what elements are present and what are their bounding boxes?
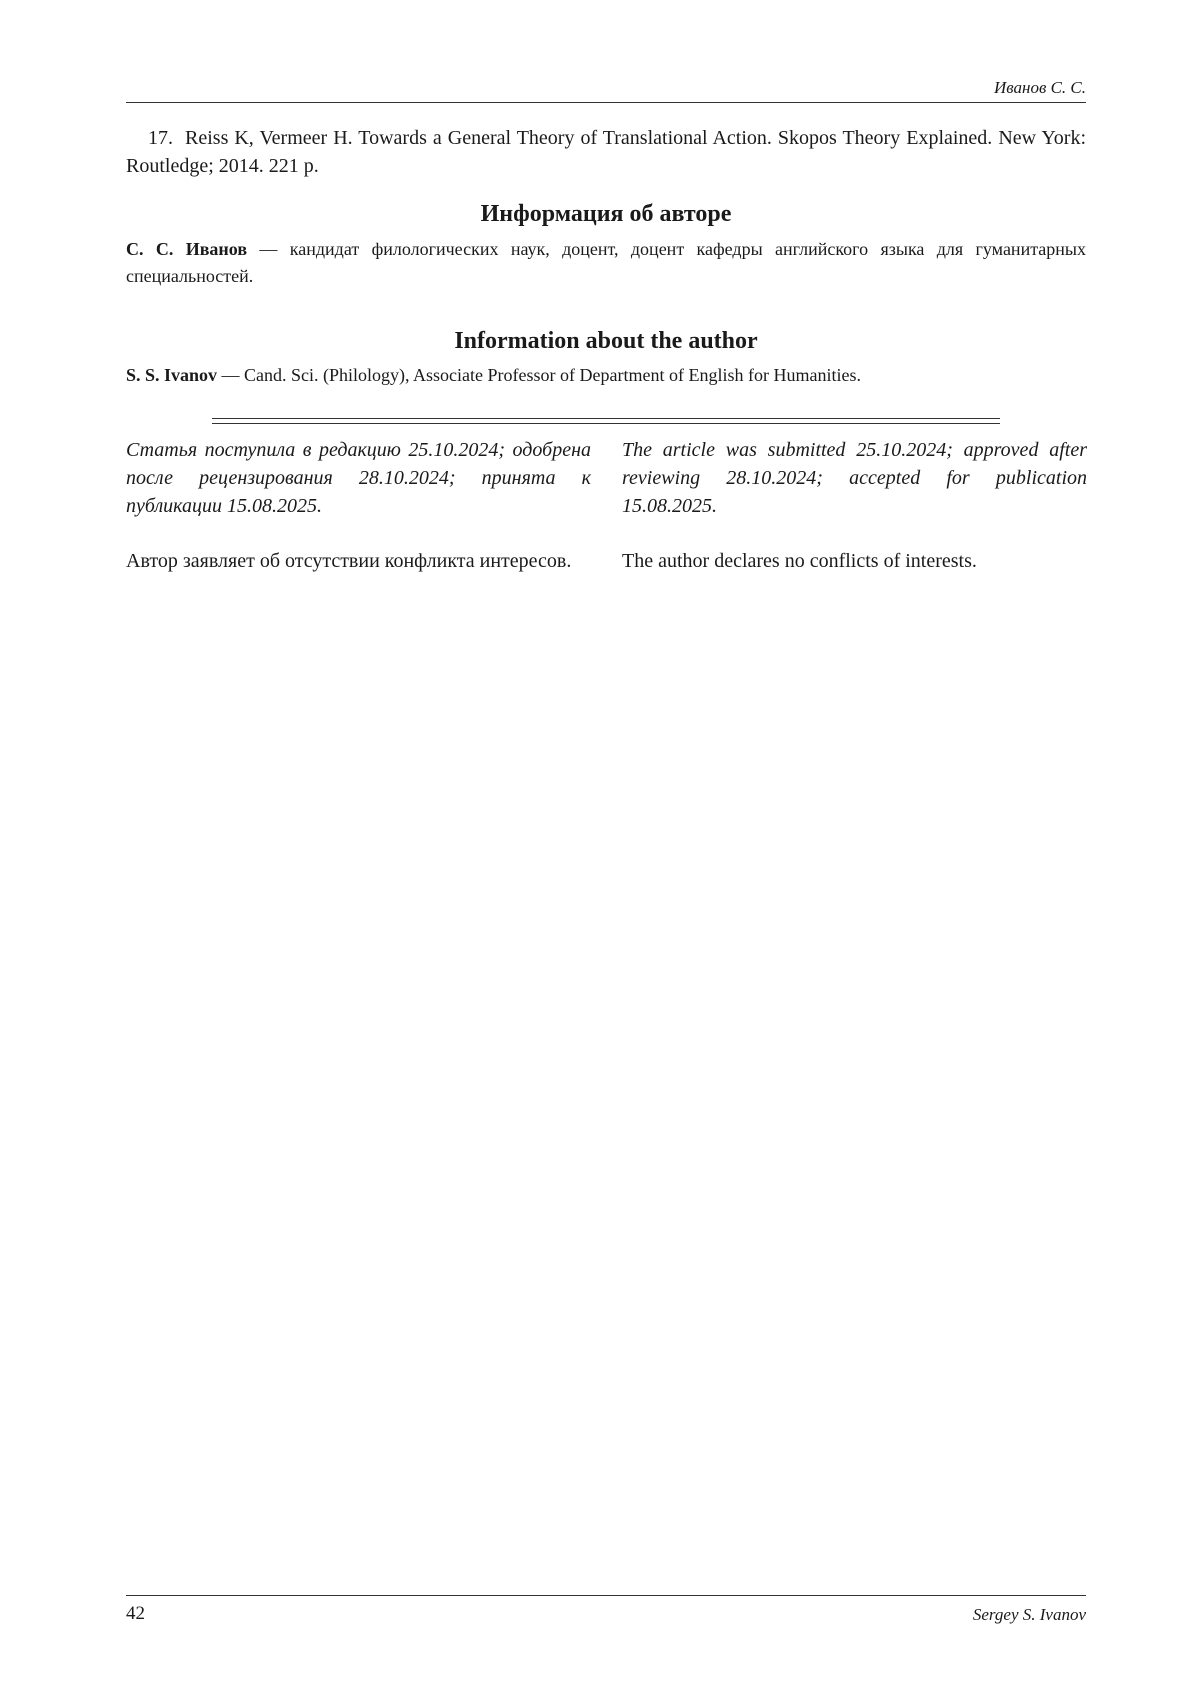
footer-rule bbox=[126, 1595, 1086, 1596]
page-number: 42 bbox=[126, 1603, 145, 1624]
article-dates-ru: Статья поступила в редакцию 25.10.2024; одобрена после рецензирования 28.10.2024; принята к публикации 15.08.2025. bbox=[126, 439, 591, 517]
article-dates-en: The article was submitted 25.10.2024; approved after reviewing 28.10.2024; accepted for publication 15.08.2025. bbox=[622, 439, 1087, 517]
reference-text: Reiss K, Vermeer H. Towards a General Theory of Translational Action. Skopos Theory Explained. New York: Routledge; 2014. 221 p. bbox=[126, 127, 1087, 177]
author-info-heading-ru: Информация об авторе bbox=[480, 201, 732, 227]
author-description-ru: — кандидат филологических наук, доцент, доцент кафедры английского языка для гуманитарных специальностей. bbox=[126, 239, 1086, 286]
conflict-statement-ru: Автор заявляет об отсутствии конфликта интересов. bbox=[126, 550, 572, 572]
author-info-ru bbox=[126, 236, 1086, 290]
article-history-ru bbox=[126, 436, 591, 575]
section-divider bbox=[212, 418, 1000, 424]
author-description-en: — Cand. Sci. (Philology), Associate Professor of Department of English for Humanities. bbox=[217, 365, 861, 385]
header-rule bbox=[126, 102, 1086, 103]
conflict-statement-en: The author declares no conflicts of interests. bbox=[622, 550, 977, 572]
author-info-heading-en: Information about the author bbox=[454, 328, 758, 354]
running-foot: Sergey S. Ivanov bbox=[972, 1605, 1086, 1624]
reference-number: 17. bbox=[148, 127, 173, 149]
article-history-en bbox=[622, 436, 1087, 575]
reference-entry bbox=[126, 124, 1086, 180]
author-name-ru: С. С. Иванов bbox=[126, 239, 248, 259]
author-info-en bbox=[126, 362, 1086, 389]
running-head: Иванов С. С. bbox=[993, 78, 1086, 97]
author-name-en: S. S. Ivanov bbox=[126, 365, 218, 385]
